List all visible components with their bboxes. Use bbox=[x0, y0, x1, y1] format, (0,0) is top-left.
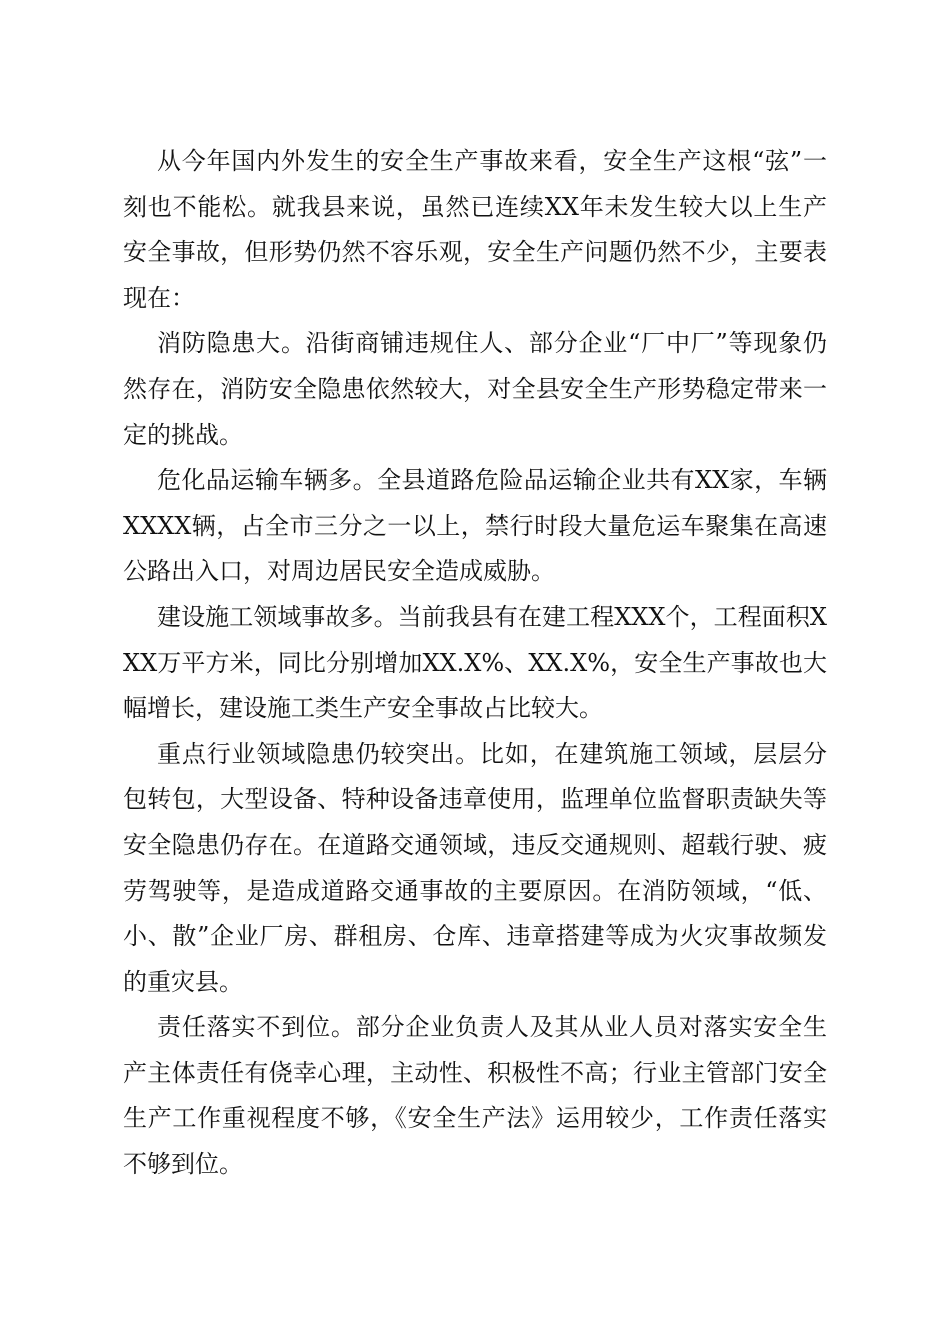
paragraph-construction-accidents: 建设施工领域事故多。当前我县有在建工程XXX个，工程面积XXX万平方米，同比分别增加XX.X%、XX.X%，安全生产事故也大幅增长，建设施工类生产安全事故占比较大。 bbox=[123, 602, 827, 723]
paragraph-hazmat-vehicles: 危化品运输车辆多。全县道路危险品运输企业共有XX家，车辆XXXX辆，占全市三分之一以上，禁行时段大量危运车聚集在高速公路出入口，对周边居民安全造成威胁。 bbox=[123, 466, 827, 586]
paragraph-fire-hazards: 消防隐患大。沿街商铺违规住人、部分企业“厂中厂”等现象仍然存在，消防安全隐患依然较大，对全县安全生产形势稳定带来一定的挑战。 bbox=[123, 329, 827, 449]
paragraph-key-industries: 重点行业领域隐患仍较突出。比如，在建筑施工领域，层层分包转包，大型设备、特种设备违章使用，监理单位监督职责缺失等安全隐患仍存在。在道路交通领域，违反交通规则、超载行驶、疲劳驾驶等，是造成道路交通事故的主要原因。在消防领域，“低、小、散”企业厂房、群租房、仓库、违章搭建等成为火灾事故频发的重灾县。 bbox=[123, 739, 827, 996]
document-body bbox=[123, 139, 827, 1188]
paragraph-responsibility: 责任落实不到位。部分企业负责人及其从业人员对落实安全生产主体责任有侥幸心理，主动性、积极性不高；行业主管部门安全生产工作重视程度不够，《安全生产法》运用较少，工作责任落实不够到位。 bbox=[123, 1013, 827, 1179]
paragraph-intro: 从今年国内外发生的安全生产事故来看，安全生产这根“弦”一刻也不能松。就我县来说，虽然已连续XX年未发生较大以上生产安全事故，但形势仍然不容乐观，安全生产问题仍然不少，主要表现在： bbox=[123, 147, 827, 312]
